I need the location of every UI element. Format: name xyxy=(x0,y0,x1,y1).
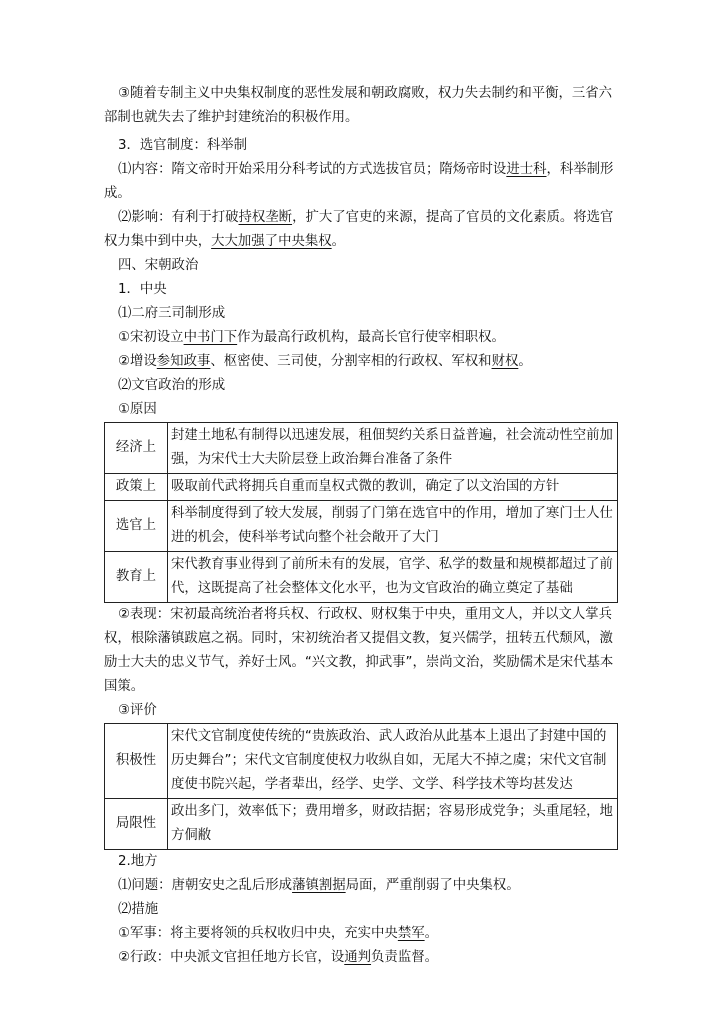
table-row xyxy=(105,501,618,552)
paragraph-exam-content: ⑴内容：隋文帝时开始采用分科考试的方式选拔官员；隋炀帝时设进士科，科举制形成。 xyxy=(104,162,614,201)
causes-table xyxy=(104,422,618,603)
row-text: 吸取前代武将拥兵自重而皇权式微的教训，确定了以文治国的方针 xyxy=(168,474,618,501)
heading-local: 2.地方 xyxy=(118,854,158,869)
underlined-term: 财权 xyxy=(491,354,519,369)
table-row xyxy=(105,799,618,850)
row-text: 封建土地私有制得以迅速发展，租佃契约关系日益普遍，社会流动性空前加强，为宋代士大夫阶层登上政治舞台准备了条件 xyxy=(168,423,618,474)
paragraph-exam-impact: ⑵影响：有利于打破持权垄断，扩大了官吏的来源，提高了官员的文化素质。将选官权力集中到中央，大大加强了中央集权。 xyxy=(104,210,614,249)
subheading-two-offices: ⑴二府三司制形成 xyxy=(118,306,226,321)
subheading-civil-politics: ⑵文官政治的形成 xyxy=(118,378,226,393)
row-label: 选官上 xyxy=(105,501,168,552)
paragraph-manifestation: ②表现：宋初最高统治者将兵权、行政权、财权集于中央，重用文人，并以文人掌兵权，根除藩镇跋扈之祸。同时，宋初统治者又提倡文教，复兴儒学，扭转五代颓风，激励士大夫的忠义节气，养好士风。“兴文教，抑武事”，崇尚文治，奖励儒术是宋代基本国策。 xyxy=(104,607,614,694)
underlined-term: 中央集权 xyxy=(278,234,332,249)
item-secretariat: ①宋初设立中书门下作为最高行政机构，最高长官行使宰相职权。 xyxy=(118,330,505,345)
row-label: 积极性 xyxy=(105,724,168,799)
table-row xyxy=(105,724,618,799)
table-row xyxy=(105,552,618,603)
row-text: 政出多门，效率低下；费用增多，财政拮据；容易形成党争；头重尾轻，地方侗敝 xyxy=(168,799,618,850)
evaluation-table xyxy=(104,723,618,850)
underlined-term: 中书门下 xyxy=(183,330,238,345)
label-causes: ①原因 xyxy=(118,402,157,417)
label-evaluation: ③评价 xyxy=(118,703,157,718)
underlined-term: 进士科 xyxy=(506,162,547,177)
row-text: 宋代文官制度使传统的“贵族政治、武人政治从此基本上退出了封建中国的历史舞台”；宋代文官制度使权力收纵自如，无尾大不掉之虞；宋代文官制度使书院兴起，学者辈出，经学、史学、文学、科学技术等均甚发达 xyxy=(168,724,618,799)
row-text: 宋代教育事业得到了前所未有的发展，官学、私学的数量和规模都超过了前代，这既提高了社会整体文化水平，也为文官政治的确立奠定了基础 xyxy=(168,552,618,603)
table-row xyxy=(105,474,618,501)
underlined-term: 大大加强了 xyxy=(211,234,279,249)
underlined-term: 持权垄断 xyxy=(238,210,293,225)
document-page xyxy=(104,82,620,970)
item-administration: ②行政：中央派文官担任地方长官，设通判负责监督。 xyxy=(118,950,438,965)
row-label: 教育上 xyxy=(105,552,168,603)
subheading-measures: ⑵措施 xyxy=(118,902,159,917)
underlined-term: 藩镇割据 xyxy=(292,878,346,893)
row-label: 经济上 xyxy=(105,423,168,474)
row-label: 局限性 xyxy=(105,799,168,850)
item-new-posts: ②增设参知政事、枢密使、三司使，分割宰相的行政权、军权和财权。 xyxy=(118,354,532,369)
underlined-term: 参知政事 xyxy=(156,354,211,369)
paragraph-three-departments-decline: ③随着专制主义中央集权制度的恶性发展和朝政腐败，权力失去制约和平衡，三省六部制也就失去了维护封建统治的积极作用。 xyxy=(104,86,613,125)
paragraph-problem: ⑴问题：唐朝安史之乱后形成藩镇割据局面，严重削弱了中央集权。 xyxy=(118,878,520,893)
underlined-term: 禁军 xyxy=(397,926,425,941)
item-military: ①军事：将主要将领的兵权收归中央，充实中央禁军。 xyxy=(118,926,438,941)
heading-song-politics: 四、宋朝政治 xyxy=(118,258,199,273)
row-label: 政策上 xyxy=(105,474,168,501)
table-row xyxy=(105,423,618,474)
row-text: 科举制度得到了较大发展，削弱了门第在选官中的作用，增加了寒门士人仕进的机会，使科举考试向整个社会敞开了大门 xyxy=(168,501,618,552)
heading-imperial-exam: 3．选官制度：科举制 xyxy=(118,138,248,153)
underlined-term: 通判 xyxy=(344,950,372,965)
heading-central: 1．中央 xyxy=(118,282,167,297)
